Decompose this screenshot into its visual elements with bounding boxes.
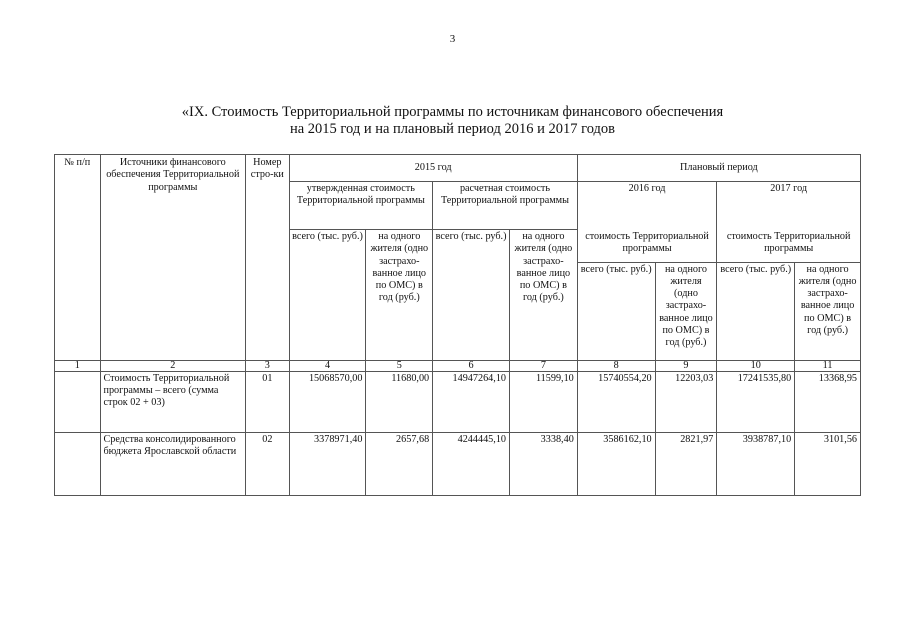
row-line-number: 01 — [246, 371, 289, 432]
title-line-2: на 2015 год и на плановый период 2016 и 2017 годов — [289, 121, 616, 137]
header-year-2017: 2017 год — [717, 182, 861, 230]
value-cell: 3101,56 — [795, 432, 861, 495]
title-line-1: «IX. Стоимость Территориальной программы по источникам финансового обеспечения — [181, 104, 724, 120]
column-number: 6 — [433, 360, 510, 371]
column-number: 4 — [289, 360, 366, 371]
column-number: 8 — [577, 360, 655, 371]
header-approved-cost: утвержденная стоимость Территориальной программы — [289, 182, 433, 230]
value-cell: 2657,68 — [366, 432, 433, 495]
page-number: 3 — [449, 33, 456, 45]
value-cell: 11599,10 — [510, 371, 578, 432]
table-row — [55, 432, 861, 495]
header-calculated-cost: расчетная стоимость Территориальной программы — [433, 182, 578, 230]
header-per-capita-col-11: на одного жителя (одно застрахо-ванное лицо по ОМС) в год (руб.) — [795, 262, 861, 360]
value-cell: 15740554,20 — [577, 371, 655, 432]
financing-sources-table — [54, 154, 861, 496]
column-number: 3 — [246, 360, 289, 371]
header-program-cost-2017: стоимость Территориальной программы — [717, 230, 861, 263]
header-per-capita-col-9: на одного жителя (одно застрахо-ванное лицо по ОМС) в год (руб.) — [655, 262, 717, 360]
value-cell: 2821,97 — [655, 432, 717, 495]
header-planned-period: Плановый период — [577, 155, 860, 182]
value-cell: 3378971,40 — [289, 432, 366, 495]
value-cell: 3586162,10 — [577, 432, 655, 495]
column-number: 5 — [366, 360, 433, 371]
value-cell: 15068570,00 — [289, 371, 366, 432]
header-year-2015: 2015 год — [289, 155, 577, 182]
row-line-number: 02 — [246, 432, 289, 495]
row-source-label: Стоимость Территориальной программы – всего (сумма строк 02 + 03) — [100, 371, 246, 432]
header-per-capita-col-5: на одного жителя (одно застрахо-ванное лицо по ОМС) в год (руб.) — [366, 230, 433, 361]
column-number: 9 — [655, 360, 717, 371]
header-sources: Источники финансового обеспечения Территориальной программы — [100, 155, 246, 361]
header-per-capita-col-7: на одного жителя (одно застрахо-ванное лицо по ОМС) в год (руб.) — [510, 230, 578, 361]
value-cell: 12203,03 — [655, 371, 717, 432]
column-number: 1 — [55, 360, 101, 371]
value-cell: 13368,95 — [795, 371, 861, 432]
value-cell: 4244445,10 — [433, 432, 510, 495]
value-cell: 11680,00 — [366, 371, 433, 432]
header-total-col-6: всего (тыс. руб.) — [433, 230, 510, 361]
header-year-2016: 2016 год — [577, 182, 717, 230]
header-row-number: № п/п — [55, 155, 101, 361]
value-cell: 3338,40 — [510, 432, 578, 495]
column-number: 7 — [510, 360, 578, 371]
row-index — [55, 432, 101, 495]
row-index — [55, 371, 101, 432]
header-total-col-8: всего (тыс. руб.) — [577, 262, 655, 360]
column-number: 2 — [100, 360, 246, 371]
header-total-col-10: всего (тыс. руб.) — [717, 262, 795, 360]
value-cell: 3938787,10 — [717, 432, 795, 495]
header-total-col-4: всего (тыс. руб.) — [289, 230, 366, 361]
value-cell: 17241535,80 — [717, 371, 795, 432]
value-cell: 14947264,10 — [433, 371, 510, 432]
section-title — [0, 104, 905, 138]
column-number: 11 — [795, 360, 861, 371]
header-program-cost-2016: стоимость Территориальной программы — [577, 230, 717, 263]
row-source-label: Средства консолидированного бюджета Ярославской области — [100, 432, 246, 495]
column-number: 10 — [717, 360, 795, 371]
header-line-number: Номер стро-ки — [246, 155, 289, 361]
table-row — [55, 371, 861, 432]
